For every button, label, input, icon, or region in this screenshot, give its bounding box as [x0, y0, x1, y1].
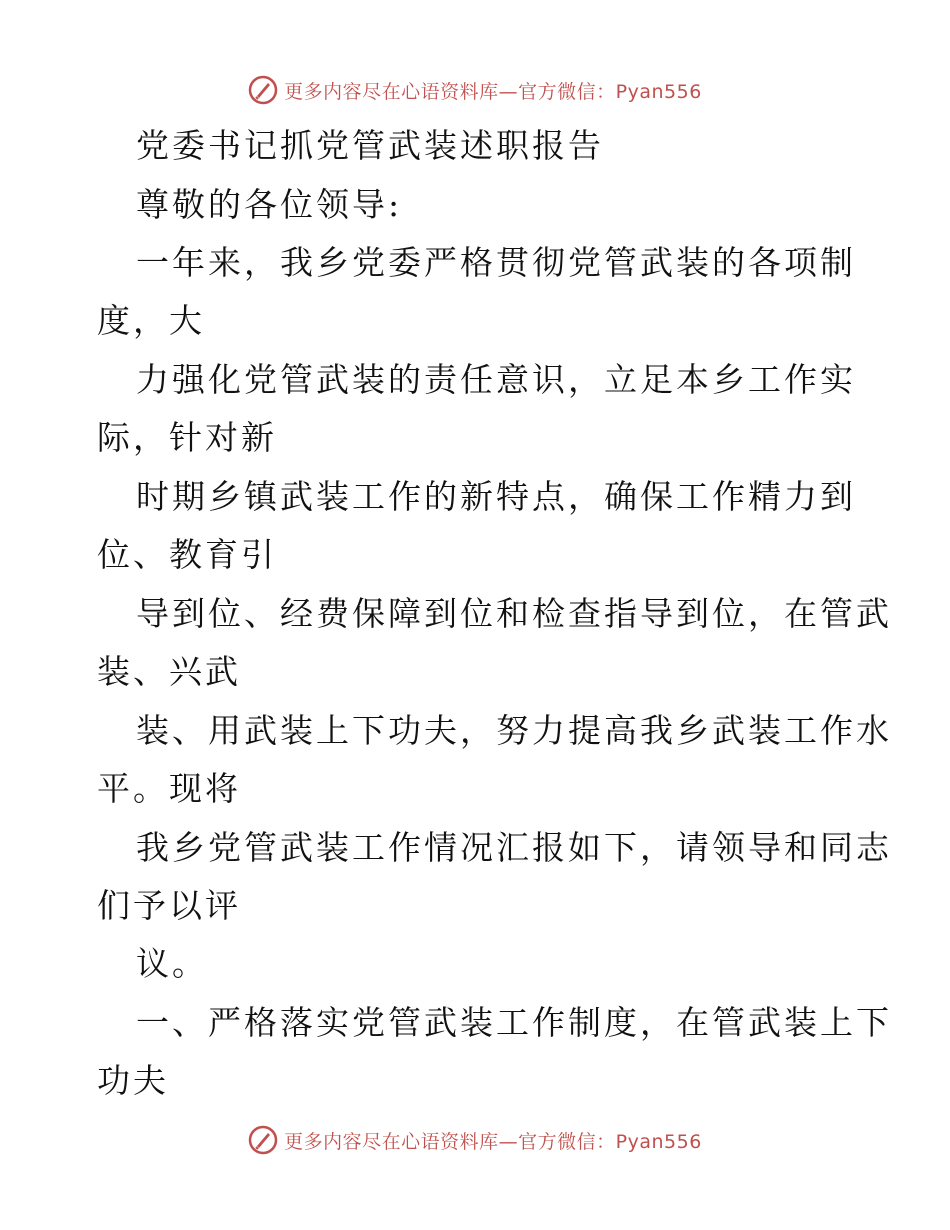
paragraph-line: 平。现将 [97, 769, 241, 808]
watermark-text: 更多内容尽在心语资料库—官方微信：Pyan556 [284, 80, 702, 103]
paragraph-line: 们予以评 [97, 886, 241, 925]
paragraph-line: 我乡党管武装工作情况汇报如下，请领导和同志 [136, 828, 892, 867]
paragraph-line: 位、教育引 [97, 535, 277, 574]
paragraph-line: 装、兴武 [97, 652, 241, 691]
paragraph-line: 功夫 [97, 1061, 169, 1100]
paragraph-line: 时期乡镇武装工作的新特点，确保工作精力到 [136, 477, 856, 516]
document-title: 党委书记抓党管武装述职报告 [136, 126, 604, 165]
paragraph-line: 一年来，我乡党委严格贯彻党管武装的各项制 [136, 243, 856, 282]
paragraph-line: 力强化党管武装的责任意识，立足本乡工作实 [136, 360, 856, 399]
paragraph-line: 度，大 [97, 301, 205, 340]
paragraph-line: 装、用武装上下功夫，努力提高我乡武装工作水 [136, 711, 892, 750]
paragraph-line: 议。 [136, 944, 208, 983]
header-watermark [0, 70, 950, 110]
section-heading: 一、严格落实党管武装工作制度，在管武装上下 [136, 1003, 892, 1042]
feather-pen-logo-icon [248, 1125, 278, 1155]
footer-watermark [0, 1120, 950, 1160]
feather-pen-logo-icon [248, 75, 278, 105]
salutation: 尊敬的各位领导: [136, 185, 403, 224]
paragraph-line: 导到位、经费保障到位和检查指导到位，在管武 [136, 594, 892, 633]
watermark-text: 更多内容尽在心语资料库—官方微信：Pyan556 [284, 1130, 702, 1153]
paragraph-line: 际，针对新 [97, 418, 277, 457]
